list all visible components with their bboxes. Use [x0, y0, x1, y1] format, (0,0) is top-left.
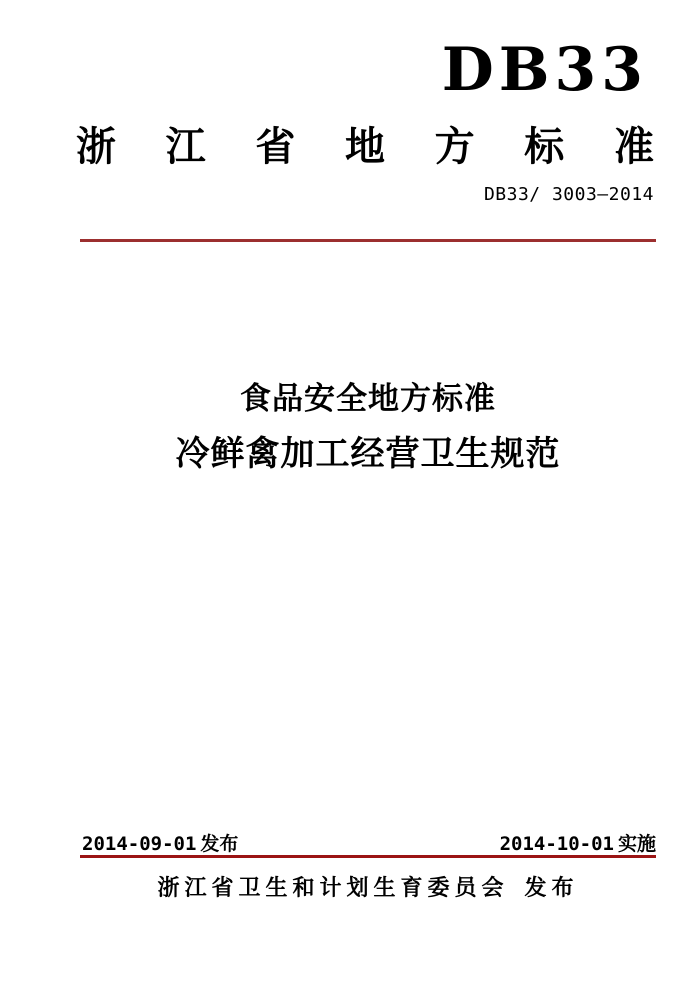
implementation-date — [500, 835, 656, 854]
publisher-name: 浙江省卫生和计划生育委员会 — [157, 875, 509, 900]
publish-label: 发布 — [524, 875, 579, 900]
document-title-line1: 食品安全地方标准 — [240, 381, 496, 416]
masthead-title-char: 方 — [434, 125, 475, 169]
implementation-date-value: 2014-10-01 — [499, 833, 614, 855]
issue-date — [82, 835, 238, 854]
masthead-title-char: 浙 — [76, 125, 116, 169]
implementation-date-label: 实施 — [617, 834, 656, 855]
issue-date-value: 2014-09-01 — [82, 833, 197, 855]
document-title-line2: 冷鲜禽加工经营卫生规范 — [175, 435, 561, 473]
bottom-rule — [80, 855, 656, 858]
publisher-line — [36, 877, 700, 899]
issue-date-label: 发布 — [200, 834, 239, 855]
footer-dates — [82, 835, 656, 854]
standard-code: DB33 — [441, 35, 648, 105]
masthead-title-char: 江 — [165, 125, 206, 169]
masthead-title-char: 地 — [344, 125, 385, 169]
masthead-title-char: 标 — [524, 125, 565, 169]
masthead-title — [76, 127, 654, 167]
standard-number: DB33/ 3003—2014 — [483, 184, 654, 205]
masthead-title-char: 准 — [613, 125, 654, 169]
top-rule — [80, 239, 656, 242]
masthead-title-char: 省 — [255, 125, 296, 169]
